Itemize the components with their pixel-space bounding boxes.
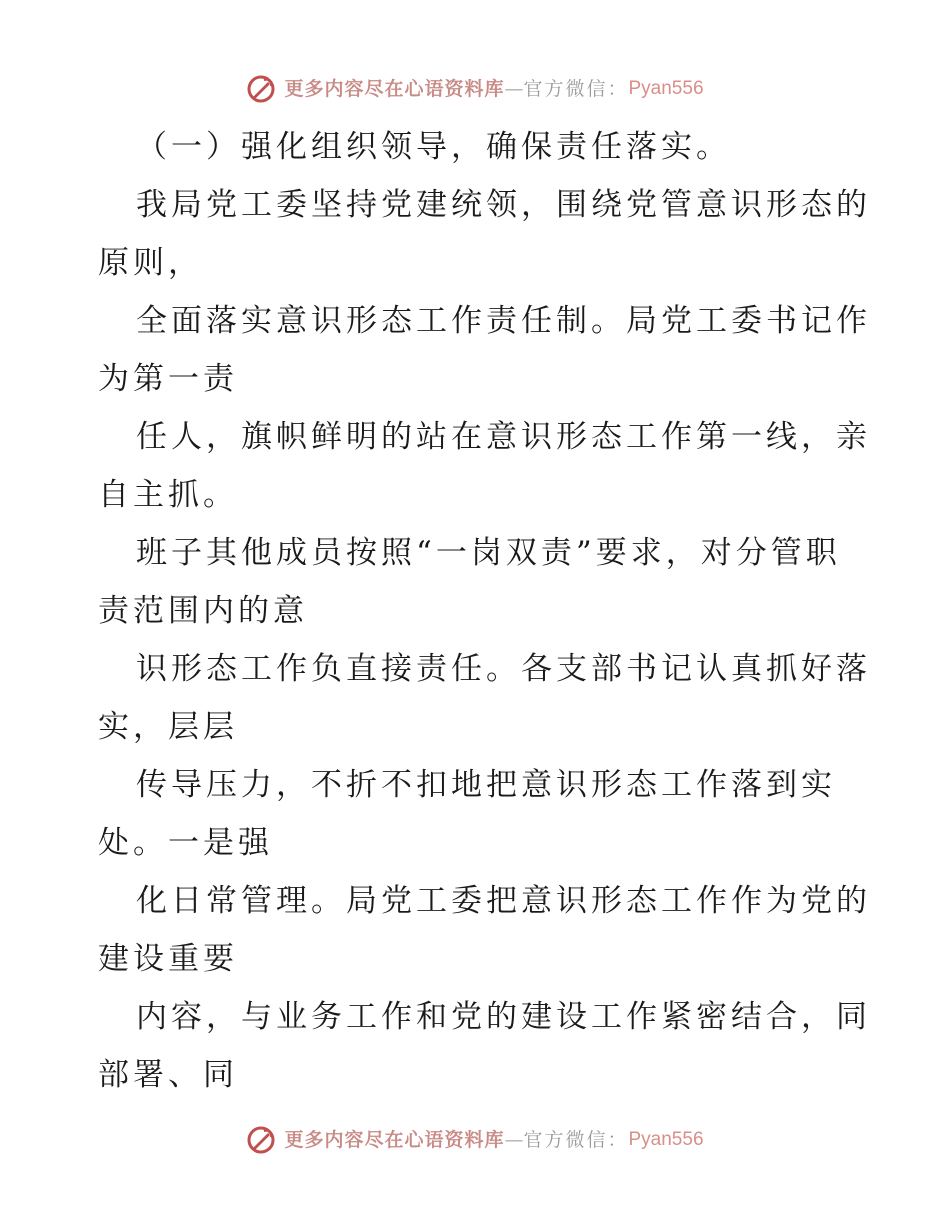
footer-watermark [0,1125,950,1155]
watermark-official-label: 官方微信： [523,1129,629,1151]
watermark-wechat-id: Pyan556 [628,78,704,99]
text-line: 我局党工委坚持党建统领，围绕党管意识形态的 [136,187,871,223]
text-line: 处。一是强 [98,825,273,861]
text-line: 为第一责 [98,361,238,397]
text-line: 建设重要 [98,941,238,977]
text-line: 识形态工作负直接责任。各支部书记认真抓好落 [136,651,871,687]
text-line: 实，层层 [98,709,238,745]
watermark-brand: 更多内容尽在心语资料库 [284,1129,505,1151]
quill-logo-icon [246,74,276,104]
document-body [98,118,871,1104]
text-line: 班子其他成员按照“一岗双责”要求，对分管职 [136,535,841,571]
text-line: 内容，与业务工作和党的建设工作紧密结合，同 [136,999,871,1035]
quill-logo-icon [246,1125,276,1155]
text-line: 原则， [98,245,203,281]
watermark-separator: — [504,78,524,100]
watermark-separator: — [504,1129,524,1151]
text-line: 传导压力，不折不扣地把意识形态工作落到实 [136,767,836,803]
text-line: 责范围内的意 [98,593,308,629]
text-line: 全面落实意识形态工作责任制。局党工委书记作 [136,303,871,339]
text-line: 任人，旗帜鲜明的站在意识形态工作第一线，亲 [136,419,871,455]
text-line: 化日常管理。局党工委把意识形态工作作为党的 [136,883,871,919]
watermark-official-label: 官方微信： [523,78,629,100]
watermark-brand: 更多内容尽在心语资料库 [284,78,505,100]
text-line: 自主抓。 [98,477,238,513]
section-heading: （一）强化组织领导，确保责任落实。 [136,129,731,165]
watermark-wechat-id: Pyan556 [628,1129,704,1150]
text-line: 部署、同 [98,1057,238,1093]
header-watermark [0,74,950,104]
